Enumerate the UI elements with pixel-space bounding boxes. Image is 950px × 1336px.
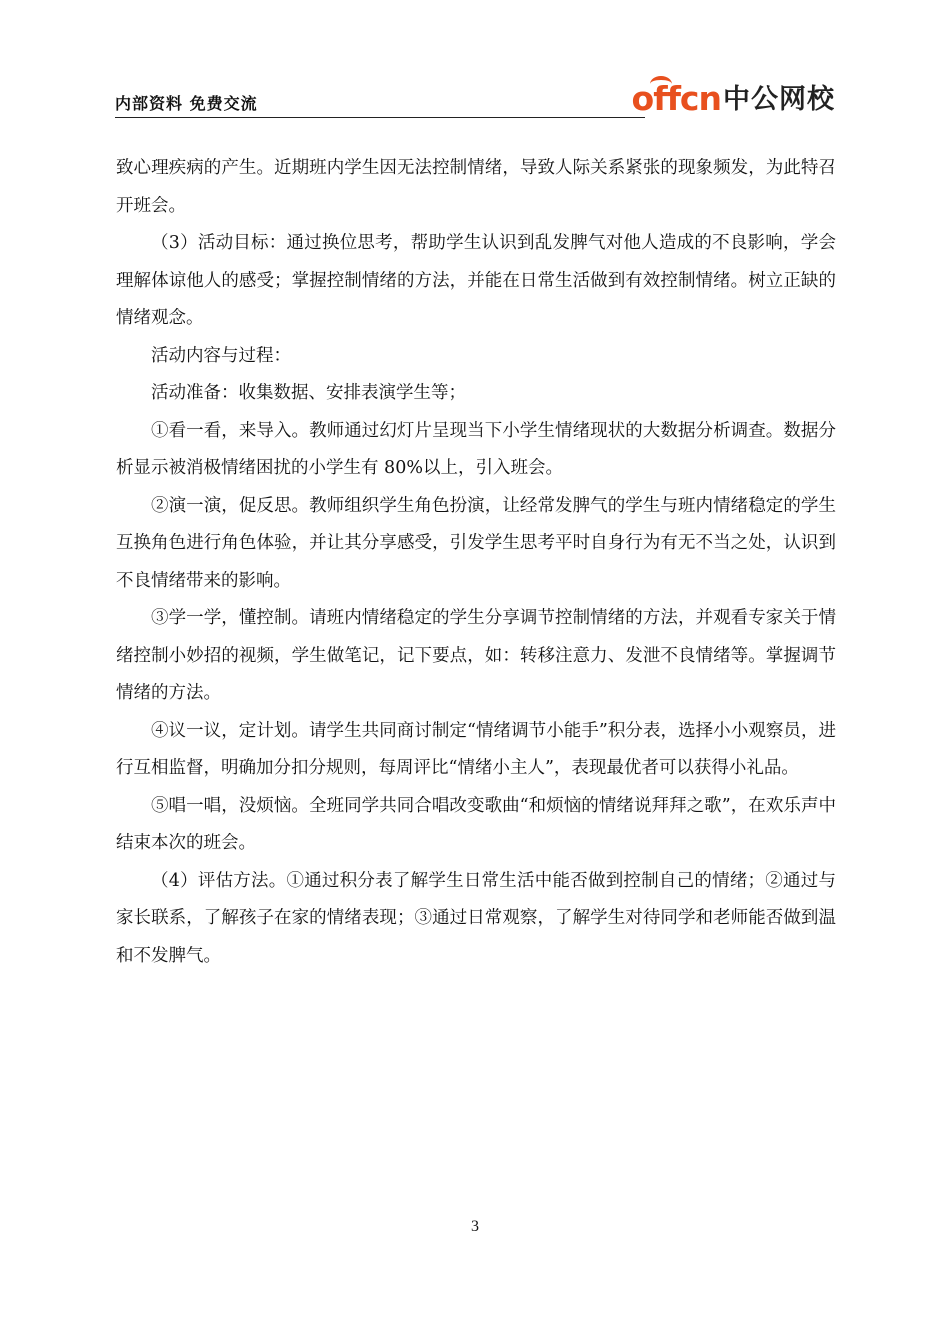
header-rule: [115, 117, 645, 118]
paragraph-step-2: ②演一演，促反思。教师组织学生角色扮演，让经常发脾气的学生与班内情绪稳定的学生互换角色进行角色体验，并让其分享感受，引发学生思考平时自身行为有无不当之处，认识到不良情绪带来的影响。: [116, 495, 836, 591]
paragraph-activity-content-heading: 活动内容与过程：: [151, 345, 291, 366]
document-body: [116, 150, 836, 975]
logo-latin-text: [631, 79, 721, 118]
paragraph-step-4: ④议一议，定计划。请学生共同商讨制定“情绪调节小能手”积分表，选择小小观察员，进行互相监督，明确加分扣分规则，每周评比“情绪小主人”，表现最优者可以获得小礼品。: [116, 720, 836, 778]
page-number: 3: [471, 1218, 479, 1235]
logo-arc-icon: [650, 76, 672, 92]
paragraph-step-3: ③学一学，懂控制。请班内情绪稳定的学生分享调节控制情绪的方法，并观看专家关于情绪控制小妙招的视频，学生做笔记，记下要点，如：转移注意力、发泄不良情绪等。掌握调节情绪的方法。: [116, 608, 836, 703]
offcn-logo: [631, 79, 835, 118]
paragraph-evaluation-method: （4）评估方法。①通过积分表了解学生日常生活中能否做到控制自己的情绪；②通过与家长联系，了解孩子在家的情绪表现；③通过日常观察，了解学生对待同学和老师能否做到温和不发脾气。: [116, 870, 836, 966]
paragraph-activity-preparation: 活动准备：收集数据、安排表演学生等；: [151, 383, 466, 403]
paragraph-continuation: 致心理疾病的产生。近期班内学生因无法控制情绪，导致人际关系紧张的现象频发，为此特召开班会。: [116, 158, 836, 216]
logo-cn-text: 中公网校: [723, 84, 835, 115]
paragraph-step-5: ⑤唱一唱，没烦恼。全班同学共同合唱改变歌曲“和烦恼的情绪说拜拜之歌”，在欢乐声中结束本次的班会。: [116, 795, 836, 853]
paragraph-step-1: ①看一看，来导入。教师通过幻灯片呈现当下小学生情绪现状的大数据分析调查。数据分析显示被消极情绪困扰的小学生有 80%以上，引入班会。: [116, 420, 836, 478]
paragraph-activity-goal: （3）活动目标：通过换位思考，帮助学生认识到乱发脾气对他人造成的不良影响，学会理解体谅他人的感受；掌握控制情绪的方法，并能在日常生活做到有效控制情绪。树立正缺的情绪观念。: [116, 233, 836, 328]
logo-latin-label: offcn: [631, 79, 721, 118]
header-left-text: 内部资料 免费交流: [115, 94, 258, 113]
page-header: [115, 80, 835, 118]
